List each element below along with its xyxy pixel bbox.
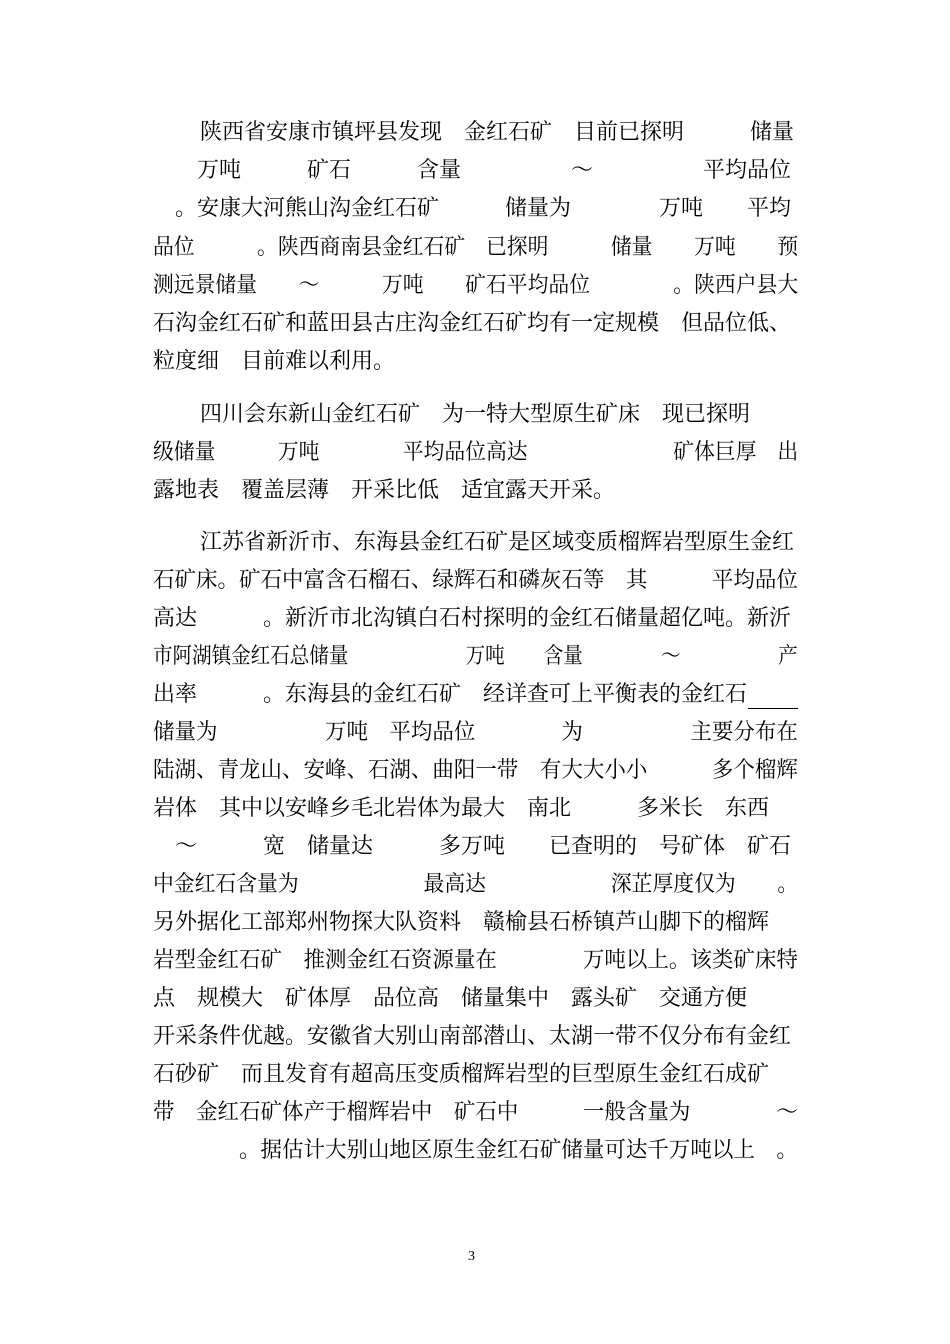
paragraph-3-line-2: 石矿床。矿石中富含石榴石、绿辉石和磷灰石等 其 平均品位 (153, 568, 798, 593)
paragraph-3-line-10: 中金红石含量为 最高达 深芷厚度仅为 。 (153, 872, 799, 897)
paragraph-1-line-3: 。安康大河熊山沟金红石矿 储量为 万吨 平均 (153, 196, 792, 221)
paragraph-2-line-1: 四川会东新山金红石矿 为一特大型原生矿床 现已探明 (200, 402, 751, 427)
paragraph-1-line-2: 万吨 矿石 含量 ～ 平均品位 (153, 158, 792, 183)
paragraph-2-line-2: 级储量 万吨 平均品位高达 矿体巨厚 出 (153, 440, 799, 465)
underline-mark (748, 708, 798, 709)
paragraph-2-line-3: 露地表 覆盖层薄 开采比低 适宜露天开采。 (153, 478, 616, 503)
paragraph-1-line-6: 石沟金红石矿和蓝田县古庄沟金红石矿均有一定规模 但品位低、 (153, 311, 792, 336)
paragraph-3-line-17: 。据估计大别山地区原生金红石矿储量可达千万吨以上 。 (153, 1138, 798, 1163)
page-number: 3 (468, 1249, 475, 1264)
paragraph-1-line-1: 陕西省安康市镇坪县发现 金红石矿 目前已探明 储量 (200, 120, 795, 145)
paragraph-3-line-12: 岩型金红石矿 推测金红石资源量在 万吨以上。该类矿床特 (153, 948, 798, 973)
paragraph-1-line-5: 测远景储量 ～ 万吨 矿石平均品位 。陕西户县大 (153, 273, 799, 298)
paragraph-3-line-11: 另外据化工部郑州物探大队资料 赣榆县石桥镇芦山脚下的榴辉 (153, 910, 770, 935)
paragraph-3-line-9: ～ 宽 储量达 多万吨 已查明的 号矿体 矿石 (153, 834, 792, 859)
paragraph-3-line-3: 高达 。新沂市北沟镇白石村探明的金红石储量超亿吨。新沂 (153, 606, 792, 631)
paragraph-3-line-7: 陆湖、青龙山、安峰、石湖、曲阳一带 有大大小小 多个榴辉 (153, 758, 798, 783)
paragraph-3-line-16: 带 金红石矿体产于榴辉岩中 矿石中 一般含量为 ～ (153, 1100, 798, 1125)
paragraph-3-line-14: 开采条件优越。安徽省大别山南部潜山、太湖一带不仅分布有金红 (153, 1024, 792, 1049)
paragraph-3-line-1: 江苏省新沂市、东海县金红石矿是区域变质榴辉岩型原生金红 (200, 530, 795, 555)
paragraph-3-line-15: 石砂矿 而且发育有超高压变质榴辉岩型的巨型原生金红石成矿 (153, 1062, 770, 1087)
paragraph-1-line-4: 品位 。陕西商南县金红石矿 已探明 储量 万吨 预 (153, 235, 799, 260)
paragraph-3-line-5: 出率 。东海县的金红石矿 经详查可上平衡表的金红石 (153, 682, 748, 707)
paragraph-3-line-8: 岩体 其中以安峰乡毛北岩体为最大 南北 多米长 东西 (153, 796, 770, 821)
paragraph-1-line-7: 粒度细 目前难以利用。 (153, 349, 396, 374)
paragraph-3-line-13: 点 规模大 矿体厚 品位高 储量集中 露头矿 交通方便 (153, 986, 748, 1011)
paragraph-3-line-6: 储量为 万吨 平均品位 为 主要分布在 (153, 720, 798, 745)
paragraph-3-line-4: 市阿湖镇金红石总储量 万吨 含量 ～ 产 (153, 644, 798, 669)
